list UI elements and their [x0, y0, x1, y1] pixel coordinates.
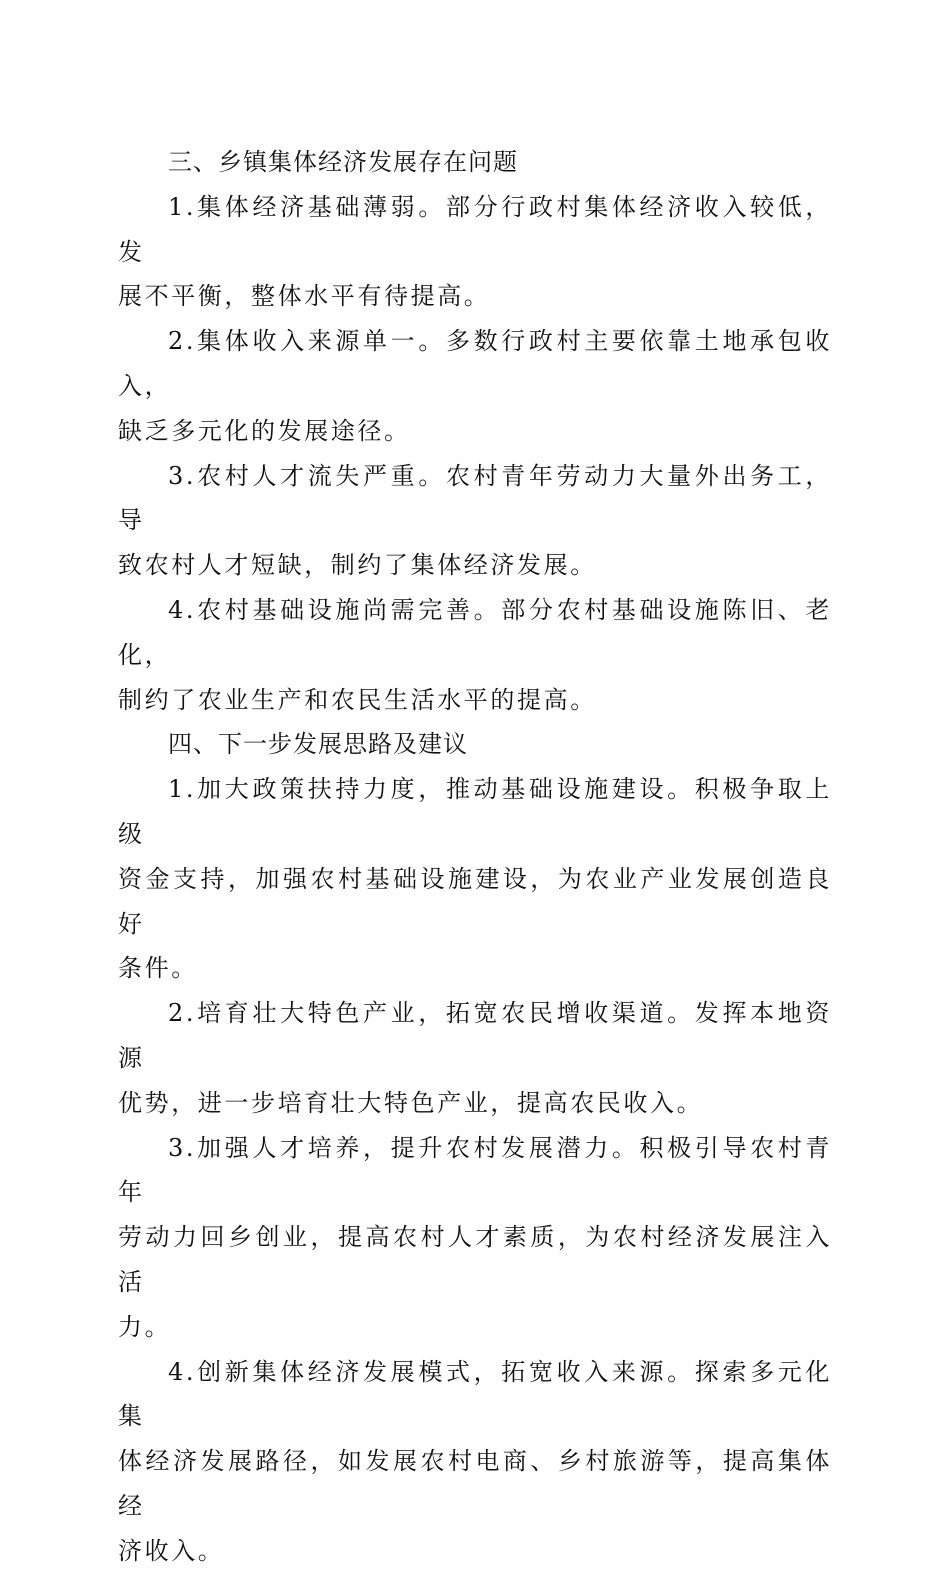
section-heading-suggestions: 四、下一步发展思路及建议	[168, 730, 468, 759]
suggestion-item-4	[118, 1350, 832, 1574]
problem-item-1-line-1: 1.集体经济基础薄弱。部分行政村集体经济收入较低，发	[118, 192, 832, 266]
suggestion-item-3-line-1: 3.加强人才培养，提升农村发展潜力。积极引导农村青年	[118, 1133, 832, 1207]
suggestion-item-3	[118, 1126, 832, 1350]
suggestion-item-2-line-2: 优势，进一步培育壮大特色产业，提高农民收入。	[118, 1088, 704, 1117]
problem-item-1-line-2: 展不平衡，整体水平有待提高。	[118, 282, 491, 311]
suggestion-item-1	[118, 767, 832, 991]
problem-item-4-line-2: 制约了农业生产和农民生活水平的提高。	[118, 685, 597, 714]
suggestion-item-4-line-3: 济收入。	[118, 1536, 225, 1565]
problem-item-2-line-2: 缺乏多元化的发展途径。	[118, 416, 411, 445]
suggestion-item-1-line-1: 1.加大政策扶持力度，推动基础设施建设。积极争取上级	[118, 775, 832, 848]
problem-item-2-line-1: 2.集体收入来源单一。多数行政村主要依靠土地承包收入，	[118, 327, 832, 400]
problem-item-3-line-1: 3.农村人才流失严重。农村青年劳动力大量外出务工，导	[118, 461, 832, 535]
suggestion-item-3-line-2: 劳动力回乡创业，提高农村人才素质，为农村经济发展注入活	[118, 1223, 832, 1296]
problem-item-3-line-2: 致农村人才短缺，制约了集体经济发展。	[118, 551, 597, 580]
problem-item-1	[118, 185, 832, 319]
suggestion-item-2-line-1: 2.培育壮大特色产业，拓宽农民增收渠道。发挥本地资源	[118, 999, 832, 1072]
problem-item-4-line-1: 4.农村基础设施尚需完善。部分农村基础设施陈旧、老化，	[118, 595, 832, 669]
problem-item-2	[118, 319, 832, 453]
suggestion-item-1-line-3: 条件。	[118, 954, 198, 983]
problem-item-4	[118, 588, 832, 722]
suggestion-item-4-line-1: 4.创新集体经济发展模式，拓宽收入来源。探索多元化集	[118, 1357, 832, 1431]
section-heading-problems: 三、乡镇集体经济发展存在问题	[168, 148, 518, 176]
suggestion-item-1-line-2: 资金支持，加强农村基础设施建设，为农业产业发展创造良好	[118, 864, 832, 938]
suggestion-item-2	[118, 991, 832, 1125]
document-body	[118, 140, 832, 1574]
suggestion-item-3-line-3: 力。	[118, 1312, 172, 1341]
suggestion-item-4-line-2: 体经济发展路径，如发展农村电商、乡村旅游等，提高集体经	[118, 1447, 832, 1520]
problem-item-3	[118, 454, 832, 588]
